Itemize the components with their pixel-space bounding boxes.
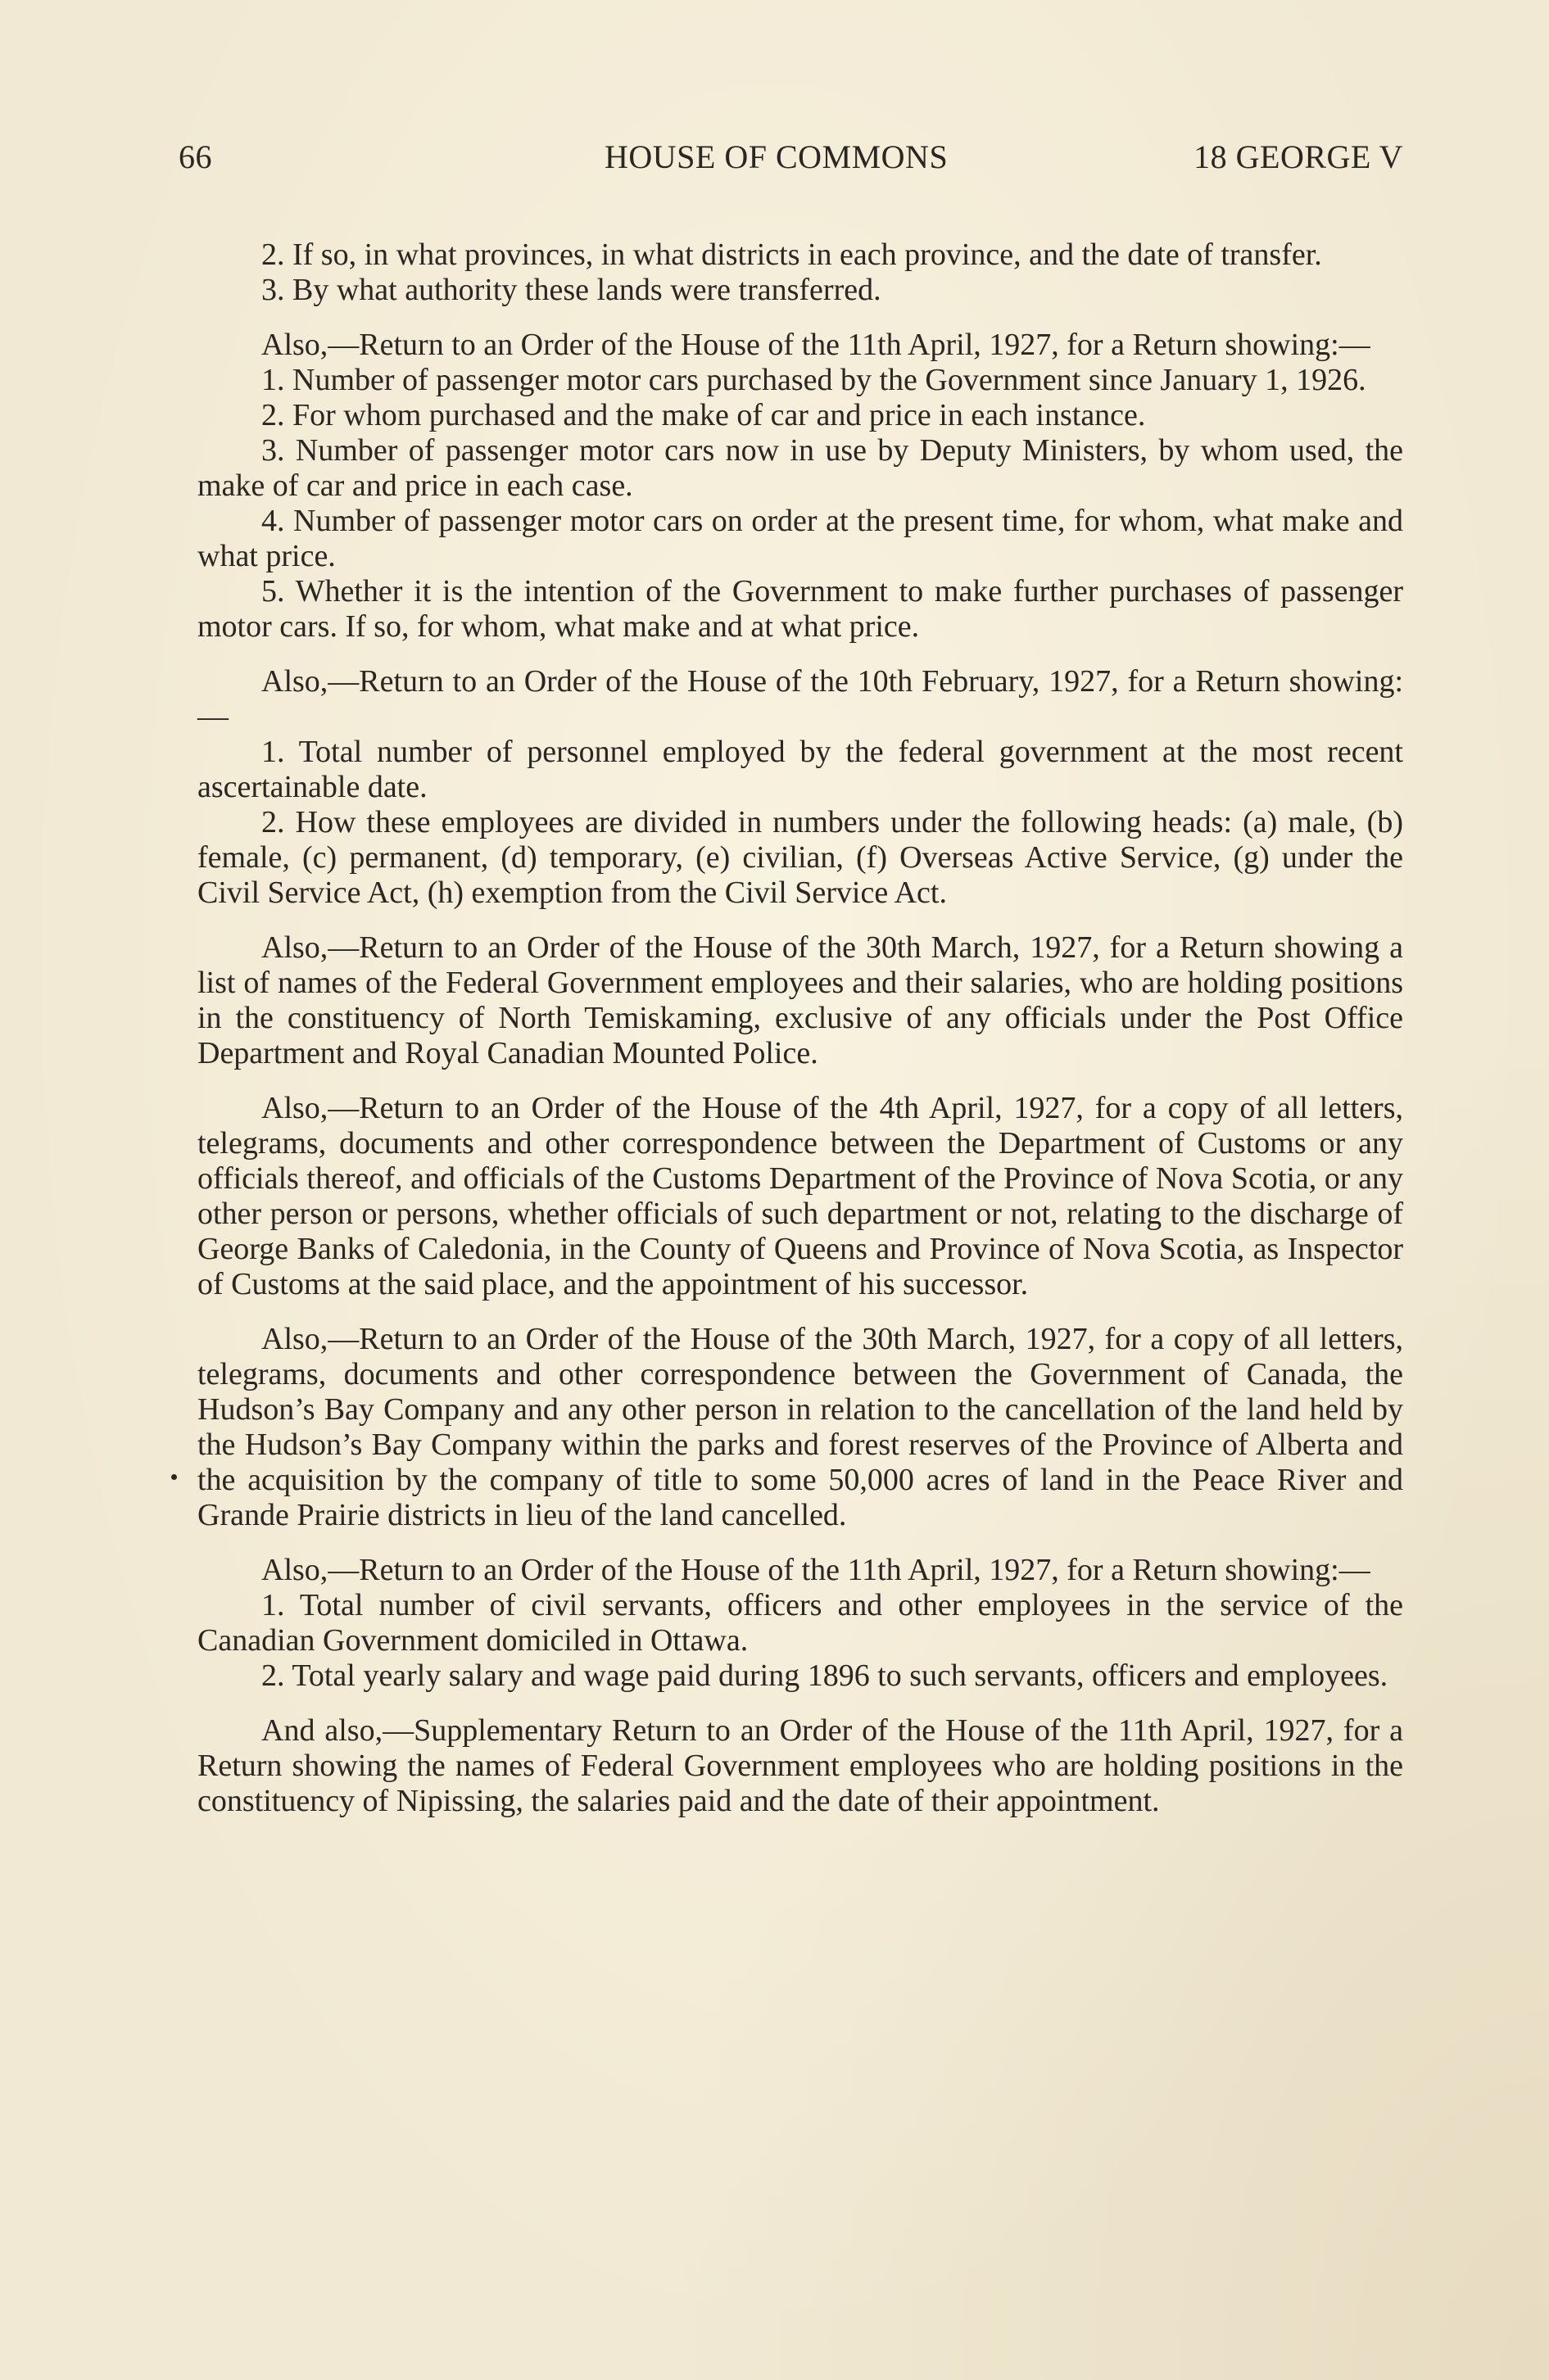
running-header: [0, 138, 1549, 187]
margin-mark: [171, 1474, 177, 1480]
page-number: 66: [179, 138, 212, 175]
return-intro: Also,—Return to an Order of the House of the 11th April, 1927, for a Return showing:—: [261, 328, 1370, 362]
return-item: 1. Number of passenger motor cars purchased by the Government since January 1, 1926.: [261, 363, 1366, 397]
return-paragraph: Also,—Return to an Order of the House of the 30th March, 1927, for a Return showing a list of names of the Federal Government employees and their salaries, who are holding positions in the constituency of North Temiskaming, exclusive of any officials under the Post Office Department and Royal Canadian Mounted Police.: [197, 930, 1403, 1070]
return-paragraph: Also,—Return to an Order of the House of the 4th April, 1927, for a copy of all letters, telegrams, documents and other correspondence between the Department of Customs or any officials thereof, and officials of the Customs Department of the Province of Nova Scotia, or any other person or persons, whether officials of such department or not, relating to the discharge of George Banks of Caledonia, in the County of Queens and Province of Nova Scotia, as Inspector of Customs at the said place, and the appointment of his successor.: [197, 1091, 1403, 1301]
journal-title: HOUSE OF COMMONS: [605, 138, 949, 175]
continuation-item: 2. If so, in what provinces, in what districts in each province, and the date of transfer.: [261, 238, 1322, 272]
return-item: 1. Total number of civil servants, officers and other employees in the service of the Canadian Government domiciled in Ottawa.: [197, 1588, 1403, 1658]
return-item: 1. Total number of personnel employed by the federal government at the most recent ascertainable date.: [197, 735, 1403, 804]
return-item: 5. Whether it is the intention of the Government to make further purchases of passenger motor cars. If so, for whom, what make and at what price.: [197, 574, 1403, 644]
return-item: 2. For whom purchased and the make of car and price in each instance.: [261, 398, 1146, 432]
regnal-year: 18 GEORGE V: [1193, 138, 1403, 175]
page-body: [197, 238, 1403, 1819]
return-intro: Also,—Return to an Order of the House of the 11th April, 1927, for a Return showing:—: [261, 1553, 1370, 1587]
continuation-item: 3. By what authority these lands were transferred.: [261, 273, 881, 307]
return-item: 2. How these employees are divided in numbers under the following heads: (a) male, (b) female, (c) permanent, (d) temporary, (e) civilian, (f) Overseas Active Service, (g) under the Civil Service Act, (h) exemption from the Civil Service Act.: [197, 805, 1403, 910]
return-item: 4. Number of passenger motor cars on order at the present time, for whom, what make and what price.: [197, 504, 1403, 573]
return-paragraph: And also,—Supplementary Return to an Order of the House of the 11th April, 1927, for a Return showing the names of Federal Government employees who are holding positions in the constituency of Nipissing, the salaries paid and the date of their appointment.: [197, 1713, 1403, 1818]
return-paragraph: Also,—Return to an Order of the House of the 30th March, 1927, for a copy of all letters, telegrams, documents and other correspondence between the Government of Canada, the Hudson’s Bay Company and any other person in relation to the cancellation of the land held by the Hudson’s Bay Company within the parks and forest reserves of the Province of Alberta and the acquisition by the company of title to some 50,000 acres of land in the Peace River and Grande Prairie districts in lieu of the land cancelled.: [197, 1322, 1403, 1532]
return-item: 3. Number of passenger motor cars now in use by Deputy Ministers, by whom used, the make of car and price in each case.: [197, 433, 1403, 503]
return-intro: Also,—Return to an Order of the House of the 10th February, 1927, for a Return showing:—: [197, 664, 1403, 734]
return-item: 2. Total yearly salary and wage paid during 1896 to such servants, officers and employees.: [261, 1658, 1388, 1693]
